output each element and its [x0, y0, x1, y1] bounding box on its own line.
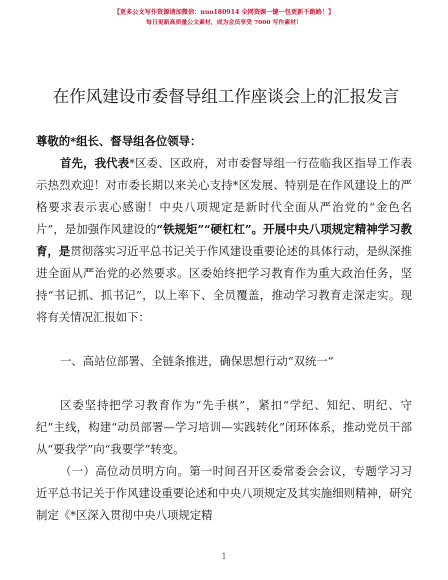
salutation-text: 尊敬的*组长、督导组各位领导：: [36, 134, 202, 148]
page-number: 1: [221, 552, 227, 561]
salutation: [36, 130, 412, 152]
intro-text-a: *区委、区政府，对市委督导组一行莅临我区指导工作表示热烈欢迎！对市委长期以来关心支持*区发展、特别是在作风建设上的严格要求表示衷心感谢！中央八项规定是新时代全面从严治党的“金色名片”，是加强作风建设的: [36, 156, 412, 236]
intro-text-c: 贯彻落实习近平总书记关于作风建设重要论述的具体行动，是纵深推进全面从严治党的必然要求。区委始终把学习教育作为重大政治任务，坚持“书记抓、抓书记”，以上率下、全员覆盖，推动学习教育走深走实。现将有关情况汇报如下：: [36, 244, 412, 324]
promo-banner-line1: 【更多公文写作资源请加微信：nuo180914 全网资源一键一包更新不跑路！】: [113, 9, 335, 16]
document-title: 在作风建设市委督导组工作座谈会上的汇报发言: [52, 87, 400, 106]
paragraph-intro: [36, 152, 412, 328]
promo-banner-line2: 每日更新高质量公文素材，成为会员享受 7000 写作素材！: [146, 19, 302, 26]
intro-lead-bold: 首先，我代表: [60, 156, 130, 170]
section-heading-1: 一、高站位部署、全链条推进，确保思想行动“双统一”: [60, 354, 334, 368]
paragraph-section1: 区委坚持把学习教育作为“先手棋”，紧扣“学纪、知纪、明纪、守纪”主线，构建“动员部署—学习培训—实践转化”闭环体系，推动党员干部从“要我学”向“我要学”转变。: [36, 398, 412, 456]
paragraph-subsection1: （一）高位动员明方向。第一时间召开区委常委会会议，专题学习习近平总书记关于作风建设重要论述和中央八项规定及其实施细则精神，研究制定《*区深入贯彻中央八项规定精: [36, 464, 412, 522]
intro-bold-b: “铁规矩”“硬杠杠”。开展中央八项规定精神学习教育，是: [36, 222, 412, 258]
